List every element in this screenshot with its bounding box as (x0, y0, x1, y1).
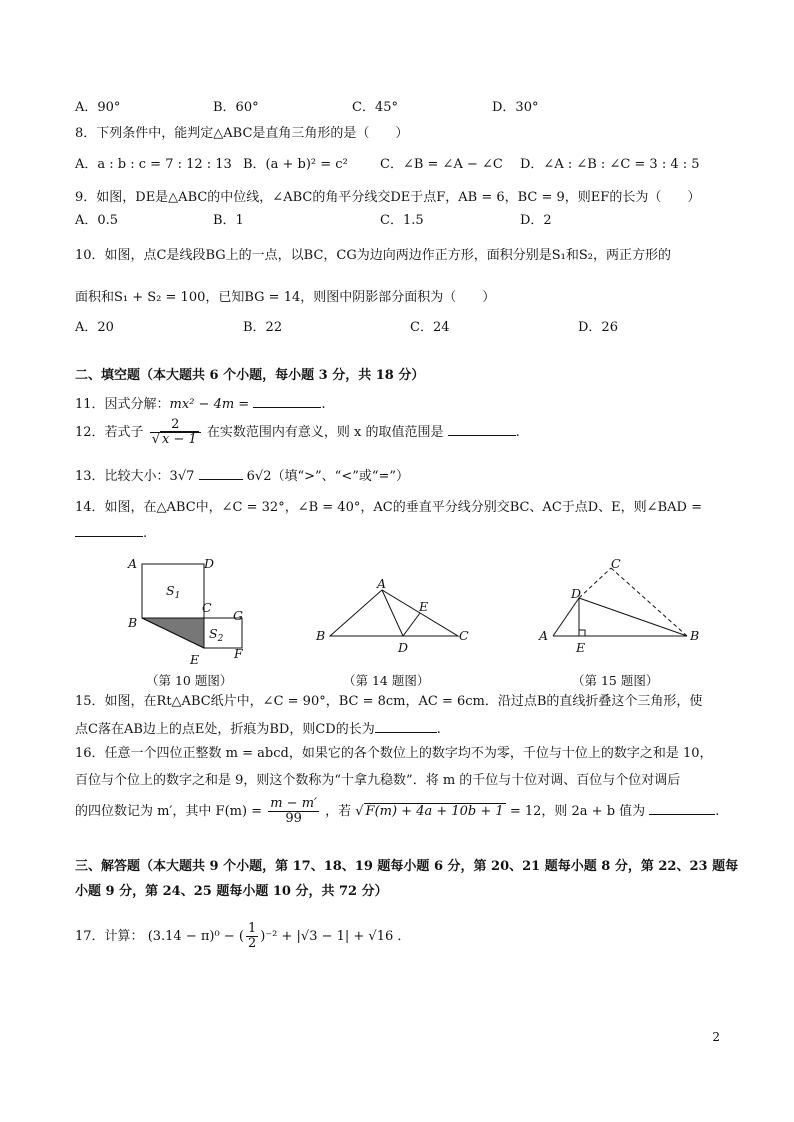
figure-15 (535, 556, 705, 660)
q8-stem: 8．下列条件中，能判定△ABC是直角三角形的是（ ） (75, 126, 409, 141)
label-f: F (234, 646, 243, 661)
triangle-abc (330, 590, 458, 636)
q16-frac-numerator: m − m′ (270, 796, 317, 811)
q12-suffix-text: 在实数范围内有意义，则 x 的取值范围是 (206, 425, 444, 440)
q10-option-a: A．20 (75, 320, 114, 335)
q8-option-d: D．∠A : ∠B : ∠C = 3 : 4 : 5 (520, 157, 700, 172)
q8-option-c: C．∠B = ∠A − ∠C (380, 157, 503, 172)
q12-denominator: √ x − 1 (151, 432, 197, 447)
figure-10 (118, 552, 268, 672)
q13-right: 6√2 (246, 469, 272, 484)
q17-half-fraction (246, 922, 258, 951)
figure-10-caption: （第 10 题图） (146, 673, 233, 688)
q12-fraction (150, 418, 201, 447)
q10-option-c: C．24 (410, 320, 450, 335)
label-a: A (377, 576, 387, 591)
q10-option-d: D．26 (578, 320, 618, 335)
q11 (75, 393, 325, 415)
label-e: E (419, 599, 429, 614)
q16-line2: 百位与个位上的数字之和是 9，则这个数称为“十拿九稳数”．将 m 的千位与十位对调、百位与个位对调后 (75, 773, 681, 788)
q15-line2-text: 点C落在AB边上的点E处，折痕为BD，则CD的长为 (75, 722, 375, 737)
q12-prefix: 12．若式子 (75, 425, 144, 440)
q17-term2: ⁻² + |√3 − 1| + √16 ． (265, 929, 411, 944)
q17-half-denominator: 2 (247, 936, 257, 951)
q13-suffix: （填“>”、“<”或“=”） (271, 469, 410, 484)
q7-option-d: D．30° (492, 100, 539, 115)
label-c: C (202, 600, 212, 615)
q13-answer-blank[interactable] (199, 465, 243, 480)
q7-option-c: C．45° (352, 100, 398, 115)
label-c: C (611, 556, 621, 571)
section3-title-line2: 小题 9 分，第 24、25 题每小题 10 分，共 72 分） (75, 884, 388, 899)
q13-prefix: 13．比较大小： (75, 469, 170, 484)
label-d: D (571, 586, 582, 601)
q12-radicand: x − 1 (161, 432, 197, 447)
q15-end: . (436, 722, 441, 737)
q16-line3-a: 的四位数记为 m′，其中 F(m) = (75, 804, 263, 819)
q13-left: 3√7 (169, 469, 195, 484)
q10-stem-line2: 面积和S₁ + S₂ = 100，已知BG = 14，则图中阴影部分面积为（ ） (75, 290, 496, 305)
q14-line1: 14．如图，在△ABC中，∠C = 32°，∠B = 40°，AC的垂直平分线分别交BC、AC于点D、E，则∠BAD = (75, 500, 702, 515)
q17-term1: (3.14 − π)⁰ − (147, 929, 235, 944)
dashed-segment-dc (579, 568, 611, 598)
q16-radicand: F(m) + 4a + 10b + 1 (365, 804, 504, 819)
q11-expr: mx² − 4m = (169, 397, 250, 412)
q15-line2 (75, 718, 441, 740)
q9-option-b: B．1 (213, 213, 244, 228)
q9-stem: 9．如图，DE是△ABC的中位线，∠ABC的角平分线交DE于点F，AB = 6，BC = 9，则EF的长为（ ） (75, 190, 701, 205)
q16-answer-blank[interactable] (649, 800, 715, 815)
label-e: E (190, 652, 200, 667)
q13 (75, 465, 409, 487)
label-d: D (204, 556, 215, 571)
q17: 17．计算： (3.14 − π)⁰ − ( $\frac{1}{2}$ )⁻² + |√3 − 1| + √16 ． (75, 921, 411, 951)
q16-line3-c: = 12，则 2a + b 值为 (509, 804, 646, 819)
q12-numerator: 2 (150, 418, 201, 433)
q16-line1: 16．任意一个四位正整数 m = abcd，如果它的各个数位上的数字均不为零，千位与十位上的数字之和是 10， (75, 746, 713, 761)
q16-line3: 的四位数记为 m′，其中 F(m) = $\frac{m - m'}{99}$ ，若 √ F(m) + 4a + 10b + 1 = 12，则 2a + b 值为 . (75, 796, 720, 826)
label-e: E (576, 640, 586, 655)
label-d: D (398, 640, 409, 655)
q9-option-d: D．2 (520, 213, 552, 228)
q15-answer-blank[interactable] (375, 718, 437, 733)
q7-option-a: A．90° (75, 100, 121, 115)
q16-line3-b: ，若 (325, 804, 352, 819)
right-angle-mark (579, 630, 585, 636)
q11-prefix: 11．因式分解： (75, 397, 170, 412)
figure-14-caption: （第 14 题图） (343, 673, 430, 688)
q8-option-b: B．(a + b)² = c² (243, 157, 348, 172)
page-number: 2 (712, 1030, 720, 1044)
label-s2: $S_2$ (209, 626, 224, 644)
q11-suffix: . (321, 397, 326, 412)
label-g: G (233, 608, 243, 623)
q8-option-a: A．a : b : c = 7 : 12 : 13 (75, 157, 232, 172)
section3-title-line1: 三、解答题（本大题共 9 个小题，第 17、18、19 题每小题 6 分，第 20、21 题每小题 8 分，第 22、23 题每 (75, 859, 739, 874)
q16-frac-denominator: 99 (285, 811, 302, 826)
q16-fraction (268, 797, 319, 826)
q9-option-a: A．0.5 (75, 213, 119, 228)
q10-option-b: B．22 (243, 320, 283, 335)
q12-end: . (515, 425, 520, 440)
q14-line2 (75, 522, 147, 544)
figure-14 (312, 574, 472, 660)
section2-title: 二、填空题（本大题共 6 个小题，每小题 3 分，共 18 分） (75, 368, 425, 383)
q15-line1: 15．如图，在Rt△ABC纸片中，∠C = 90°，BC = 8cm，AC = 6cm．沿过点B的直线折叠这个三角形，使 (75, 694, 703, 709)
q10-stem-line1: 10．如图，点C是线段BG上的一点，以BC，CG为边向两边作正方形，面积分别是S₁和S₂，两正方形的 (75, 248, 671, 263)
q17-prefix: 17．计算： (75, 929, 144, 944)
fold-line-bd (579, 598, 687, 636)
q17-half-numerator: 1 (247, 921, 257, 936)
label-b: B (690, 628, 700, 643)
figure-15-caption: （第 15 题图） (572, 673, 659, 688)
label-a: A (539, 628, 549, 643)
segment-de (403, 613, 420, 636)
q14-answer-blank[interactable] (75, 522, 143, 537)
q16-end: . (715, 804, 720, 819)
q12-answer-blank[interactable] (448, 421, 516, 436)
q7-option-b: B．60° (213, 100, 259, 115)
segment-ad (553, 598, 579, 636)
label-c: C (459, 628, 469, 643)
label-b: B (128, 615, 138, 630)
label-s1: $S_1$ (166, 583, 181, 601)
dashed-segment-cb (611, 568, 687, 636)
label-a: A (128, 556, 138, 571)
q11-answer-blank[interactable] (253, 393, 321, 408)
q12 (75, 418, 520, 448)
label-b: B (316, 628, 326, 643)
q9-option-c: C．1.5 (380, 213, 424, 228)
q14-end: . (143, 526, 148, 541)
